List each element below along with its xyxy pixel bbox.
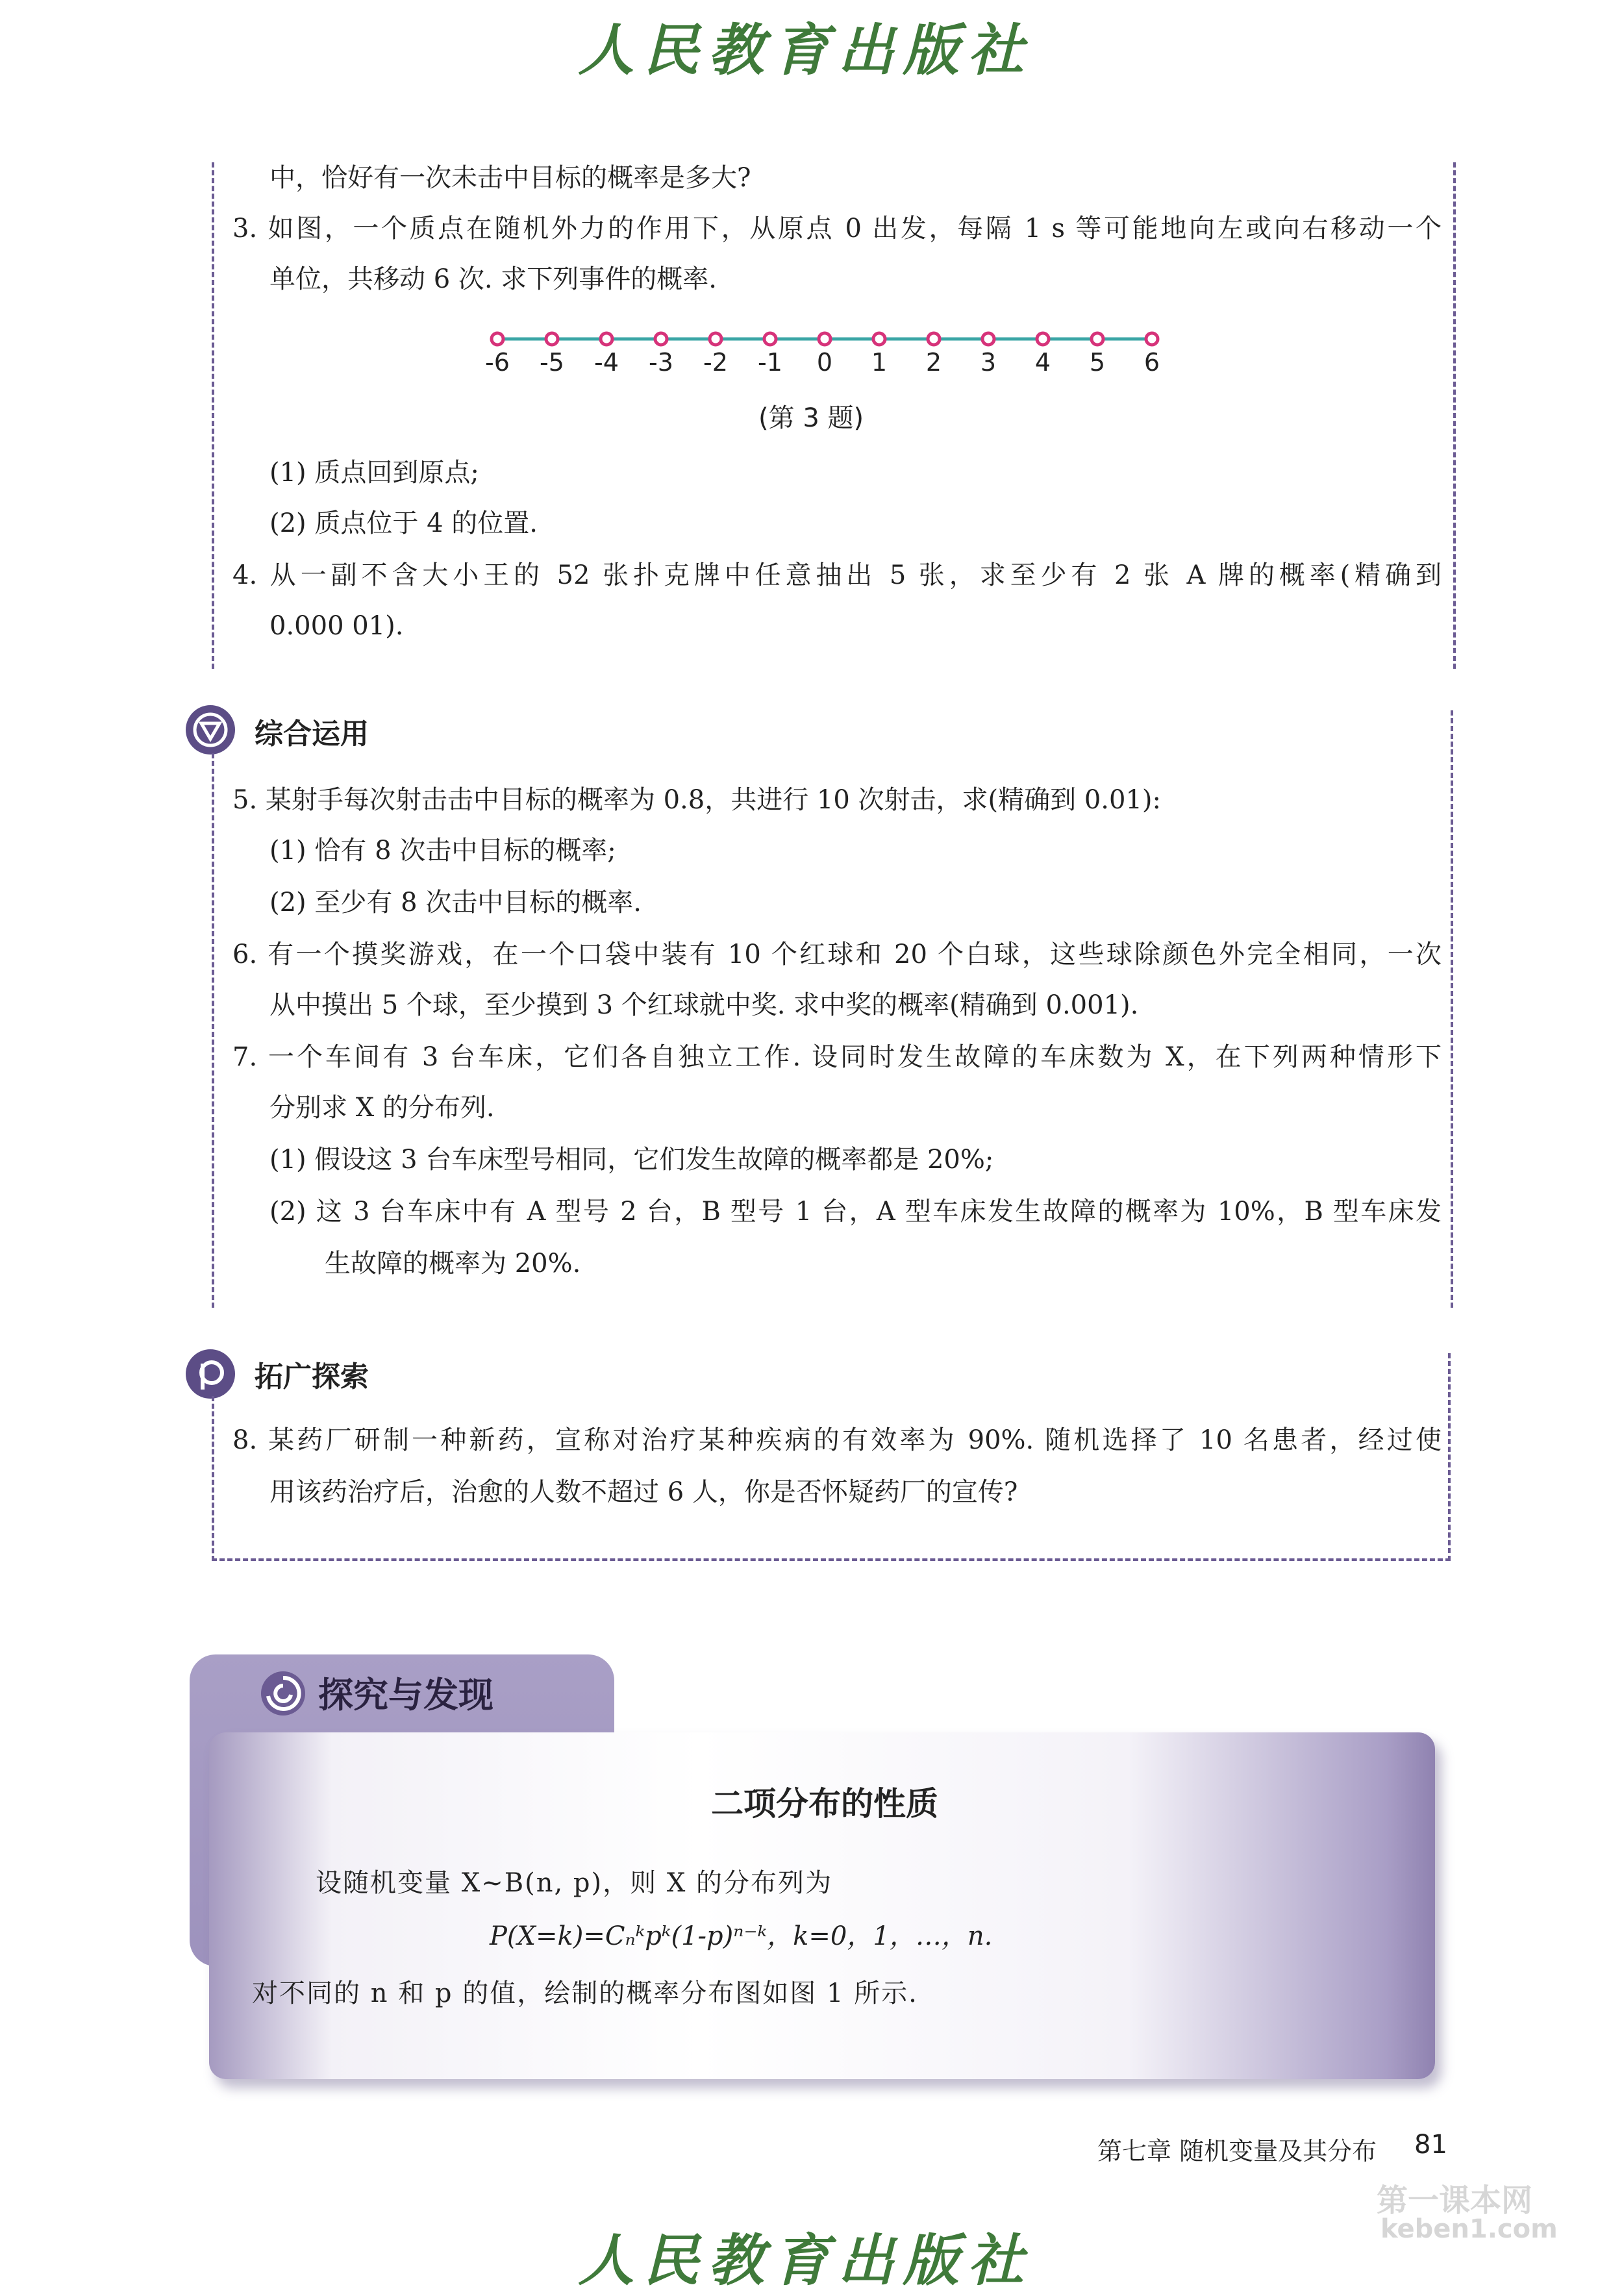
exercise-3-line-1: 3. 如图，一个质点在随机外力的作用下，从原点 0 出发，每隔 1 s 等可能地向左或向右移动一个 [232, 214, 1442, 243]
extension-icon [186, 1349, 235, 1399]
extension-bottom-border [212, 1558, 1451, 1561]
page-number: 81 [1414, 2130, 1447, 2160]
exercise-4-line-2: 0.000 01). [269, 611, 404, 641]
watermark-en: keben1.com [1380, 2214, 1558, 2244]
number-line-point [601, 333, 612, 345]
comprehensive-left-border [212, 753, 214, 1308]
number-line-tick-label: 3 [980, 348, 997, 377]
exercise-7-sub-1: (1) 假设这 3 台车床型号相同，它们发生故障的概率都是 20%; [269, 1145, 994, 1175]
number-line-point [710, 333, 721, 345]
publisher-logo-bottom: 人民教育出版社 [578, 2228, 1033, 2293]
exercise-5-sub-1: (1) 恰有 8 次击中目标的概率; [269, 836, 616, 866]
section-title-extension: 拓广探索 [255, 1360, 369, 1393]
number-line-point [819, 333, 830, 345]
exercise-5-sub-2: (2) 至少有 8 次击中目标的概率. [269, 888, 642, 917]
extension-left-border [212, 1396, 214, 1561]
number-line-tick-label: 5 [1089, 348, 1106, 377]
number-line-tick-label: 4 [1034, 348, 1051, 377]
explore-line-3: 对不同的 n 和 p 的值，绘制的概率分布图如图 1 所示. [252, 1978, 918, 2008]
number-line-tick-label: 0 [816, 348, 833, 377]
number-line-tick-label: 6 [1143, 348, 1160, 377]
watermark-cn: 第一课本网 [1377, 2182, 1533, 2219]
exercise-8-line-1: 8. 某药厂研制一种新药，宣称对治疗某种疾病的有效率为 90%. 随机选择了 10 名患者，经过使 [232, 1425, 1442, 1455]
number-line-tick-label: -3 [649, 348, 673, 377]
footer-chapter: 第七章 随机变量及其分布 [1097, 2137, 1377, 2165]
exercise-8-line-2: 用该药治疗后，治愈的人数不超过 6 人，你是否怀疑药厂的宣传? [269, 1477, 1018, 1507]
number-line-point [928, 333, 940, 345]
number-line-tick-label: 1 [871, 348, 888, 377]
number-line-point [492, 333, 503, 345]
number-line-tick-label: -4 [594, 348, 619, 377]
exercise-continuation: 中，恰好有一次未击中目标的概率是多大? [269, 163, 751, 193]
exercise-3-line-2: 单位，共移动 6 次. 求下列事件的概率. [269, 264, 718, 294]
number-line-point [1092, 333, 1103, 345]
figure-caption: (第 3 题) [758, 403, 864, 433]
number-line-point [982, 333, 994, 345]
number-line-point [873, 333, 885, 345]
exercise-3-sub-2: (2) 质点位于 4 的位置. [269, 508, 538, 538]
number-line-tick-label: -6 [485, 348, 510, 377]
exercise-7-sub-2-line-1: (2) 这 3 台车床中有 A 型号 2 台，B 型号 1 台，A 型车床发生故障的概率为 10%，B 型车床发 [269, 1197, 1442, 1227]
exercise-4-line-1: 4. 从一副不含大小王的 52 张扑克牌中任意抽出 5 张，求至少有 2 张 A 牌的概率(精确到 [232, 560, 1442, 590]
number-line-point [764, 333, 776, 345]
publisher-logo-top: 人民教育出版社 [578, 18, 1033, 83]
number-line-tick-label: 2 [925, 348, 942, 377]
exercise-7-sub-2-line-2: 生故障的概率为 20%. [325, 1249, 581, 1279]
exercise-7-line-2: 分别求 X 的分布列. [269, 1093, 495, 1123]
explore-line-1: 设随机变量 X~B(n, p)，则 X 的分布列为 [316, 1868, 833, 1898]
number-line-point [1037, 333, 1049, 345]
explore-card-title: 二项分布的性质 [711, 1785, 938, 1823]
number-line-tick-label: -2 [703, 348, 728, 377]
exercise-7-line-1: 7. 一个车间有 3 台车床，它们各自独立工作. 设同时发生故障的车床数为 X，在下列两种情形下 [232, 1042, 1442, 1072]
exercise-6-line-1: 6. 有一个摸奖游戏，在一个口袋中装有 10 个红球和 20 个白球，这些球除颜色外完全相同，一次 [232, 940, 1442, 969]
number-line-point [546, 333, 558, 345]
explore-icon [258, 1669, 308, 1718]
exercise-5-line: 5. 某射手每次射击击中目标的概率为 0.8，共进行 10 次射击，求(精确到 0.01): [232, 785, 1161, 815]
extension-right-border [1448, 1353, 1451, 1561]
exercise-3-sub-1: (1) 质点回到原点; [269, 458, 479, 488]
number-line-tick-label: -1 [758, 348, 782, 377]
number-line-tick-label: -5 [540, 348, 564, 377]
explore-tab-title: 探究与发现 [318, 1675, 493, 1716]
explore-formula: P(X=k)=Cₙᵏpᵏ(1-p)ⁿ⁻ᵏ，k=0，1，…，n. [490, 1921, 993, 1951]
exercise-6-line-2: 从中摸出 5 个球，至少摸到 3 个红球就中奖. 求中奖的概率(精确到 0.001). [269, 990, 1139, 1020]
number-line-point [655, 333, 667, 345]
section-title-comprehensive: 综合运用 [255, 718, 369, 751]
number-line-point [1146, 333, 1158, 345]
